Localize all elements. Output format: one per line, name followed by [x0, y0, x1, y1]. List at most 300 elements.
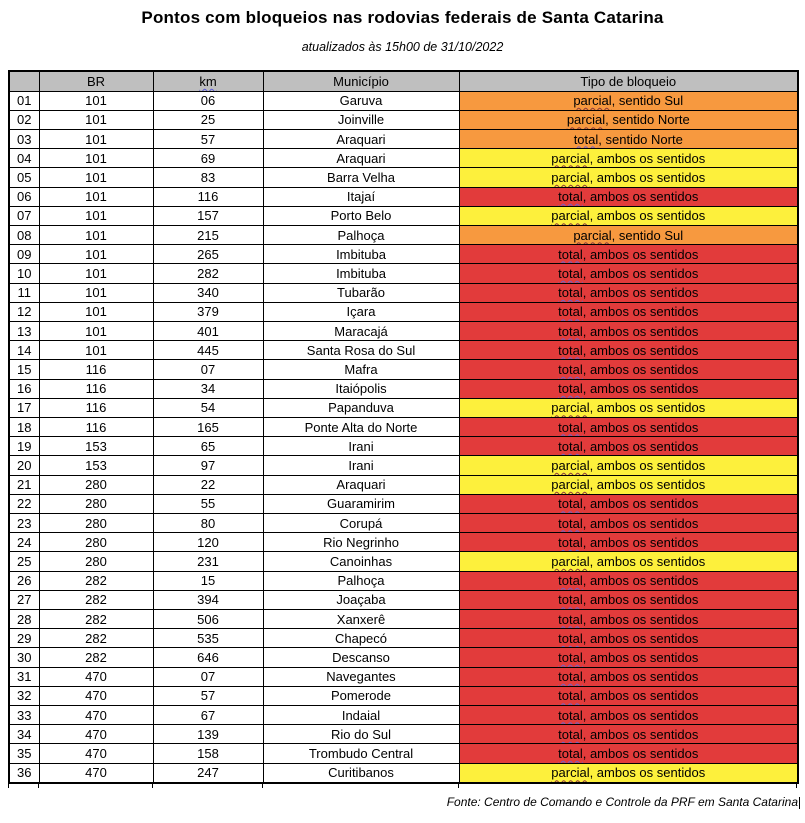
br-value: 101: [39, 302, 153, 321]
municipio-value: Rio Negrinho: [263, 533, 459, 552]
municipio-value: Santa Rosa do Sul: [263, 341, 459, 360]
table-row: [9, 245, 798, 264]
km-value: 158: [153, 744, 263, 763]
km-value: 120: [153, 533, 263, 552]
blockade-type-cell: [459, 725, 798, 744]
km-value: 07: [153, 360, 263, 379]
blockade-rest: , ambos os sentidos: [589, 400, 706, 416]
municipio-value: Ponte Alta do Norte: [263, 417, 459, 436]
blockade-word: total: [558, 438, 583, 454]
km-value: 340: [153, 283, 263, 302]
blockade-rest: , ambos os sentidos: [582, 707, 699, 723]
km-value: 54: [153, 398, 263, 417]
row-number: 12: [9, 302, 39, 321]
municipio-value: Palhoça: [263, 225, 459, 244]
table-row: [9, 513, 798, 532]
row-number: 15: [9, 360, 39, 379]
row-number: 07: [9, 206, 39, 225]
br-value: 470: [39, 744, 153, 763]
blockade-rest: , ambos os sentidos: [582, 438, 699, 454]
blockade-word: total: [558, 669, 583, 685]
table-row: [9, 629, 798, 648]
table-row: [9, 264, 798, 283]
blockade-type-cell: [459, 245, 798, 264]
blockade-rest: , ambos os sentidos: [582, 746, 699, 761]
municipio-value: Chapecó: [263, 629, 459, 648]
br-value: 116: [39, 398, 153, 417]
br-value: 470: [39, 667, 153, 686]
row-number: 31: [9, 667, 39, 686]
blockade-rest: , ambos os sentidos: [582, 534, 699, 550]
municipio-value: Irani: [263, 437, 459, 456]
blockade-type-cell: [459, 110, 798, 129]
grid-stub: [38, 784, 39, 788]
municipio-value: Xanxerê: [263, 609, 459, 628]
blockade-type-cell: [459, 168, 798, 187]
table-body: [9, 91, 798, 783]
blockade-word: parcial: [551, 477, 590, 493]
table-row: [9, 686, 798, 705]
blockade-word: total: [558, 630, 583, 646]
table-row: [9, 417, 798, 436]
km-value: 646: [153, 648, 263, 667]
br-value: 101: [39, 168, 153, 187]
table-row: [9, 283, 798, 302]
blockade-type-cell: [459, 398, 798, 417]
header-cell-br: BR: [39, 71, 153, 91]
row-number: 13: [9, 321, 39, 340]
blockade-type-cell: [459, 667, 798, 686]
blockade-rest: , ambos os sentidos: [582, 669, 699, 685]
table-row: [9, 456, 798, 475]
br-value: 470: [39, 706, 153, 725]
br-value: 282: [39, 571, 153, 590]
blockade-type-cell: [459, 648, 798, 667]
br-value: 101: [39, 225, 153, 244]
table-row: [9, 494, 798, 513]
km-value: 265: [153, 245, 263, 264]
grid-stub: [796, 784, 797, 788]
blockade-rest: , ambos os sentidos: [582, 515, 699, 531]
municipio-value: Pomerode: [263, 686, 459, 705]
km-value: 247: [153, 763, 263, 783]
blockade-type-cell: [459, 437, 798, 456]
blockade-type-cell: [459, 571, 798, 590]
blockade-type-cell: [459, 629, 798, 648]
km-value: 57: [153, 129, 263, 148]
blockade-word: total: [558, 611, 583, 627]
table-row: [9, 91, 798, 110]
municipio-value: Maracajá: [263, 321, 459, 340]
blockade-rest: , ambos os sentidos: [582, 265, 699, 281]
blockade-word: parcial: [551, 169, 590, 185]
br-value: 470: [39, 763, 153, 783]
blockade-type-cell: [459, 360, 798, 379]
table-row: [9, 744, 798, 763]
municipio-value: Araquari: [263, 149, 459, 168]
grid-stub: [262, 784, 263, 788]
km-value: 06: [153, 91, 263, 110]
br-value: 101: [39, 149, 153, 168]
km-value: 139: [153, 725, 263, 744]
table-row: [9, 341, 798, 360]
br-value: 470: [39, 725, 153, 744]
table-row: [9, 706, 798, 725]
br-value: 101: [39, 245, 153, 264]
br-value: 101: [39, 321, 153, 340]
blockade-type-cell: [459, 341, 798, 360]
km-value: 97: [153, 456, 263, 475]
blockade-type-cell: [459, 609, 798, 628]
blockade-type-cell: [459, 456, 798, 475]
km-value: 215: [153, 225, 263, 244]
grid-stub: [8, 784, 9, 788]
blockade-type-cell: [459, 225, 798, 244]
grid-stub: [458, 784, 459, 788]
blockade-type-cell: [459, 590, 798, 609]
blockade-rest: , sentido Norte: [598, 131, 683, 147]
municipio-value: Içara: [263, 302, 459, 321]
km-value: 57: [153, 686, 263, 705]
row-number: 25: [9, 552, 39, 571]
br-value: 101: [39, 187, 153, 206]
table-row: [9, 667, 798, 686]
br-value: 101: [39, 110, 153, 129]
header-cell-index: [9, 71, 39, 91]
km-value: 445: [153, 341, 263, 360]
km-value: 80: [153, 513, 263, 532]
row-number: 33: [9, 706, 39, 725]
row-number: 14: [9, 341, 39, 360]
blockade-word: parcial: [551, 400, 590, 416]
municipio-value: Itajaí: [263, 187, 459, 206]
municipio-value: Imbituba: [263, 264, 459, 283]
blockade-type-cell: [459, 513, 798, 532]
blockade-rest: , ambos os sentidos: [582, 688, 699, 704]
br-value: 101: [39, 91, 153, 110]
municipio-value: Imbituba: [263, 245, 459, 264]
municipio-value: Palhoça: [263, 571, 459, 590]
km-value: 83: [153, 168, 263, 187]
municipio-value: Joaçaba: [263, 590, 459, 609]
row-number: 20: [9, 456, 39, 475]
blockade-type-cell: [459, 706, 798, 725]
blockade-word: parcial: [551, 150, 590, 166]
table-row: [9, 398, 798, 417]
table-container: [8, 70, 799, 784]
source-note: [447, 795, 800, 809]
row-number: 06: [9, 187, 39, 206]
blockade-word: parcial: [566, 112, 606, 128]
blockade-rest: , ambos os sentidos: [582, 361, 699, 377]
grid-stubs: [8, 784, 797, 789]
br-value: 101: [39, 283, 153, 302]
row-number: 29: [9, 629, 39, 648]
km-value: 535: [153, 629, 263, 648]
table-row: [9, 437, 798, 456]
table-row: [9, 360, 798, 379]
blockade-word: parcial: [573, 227, 612, 243]
blockade-rest: , ambos os sentidos: [582, 592, 699, 608]
row-number: 35: [9, 744, 39, 763]
br-value: 280: [39, 475, 153, 494]
blockade-rest: , ambos os sentidos: [582, 304, 699, 320]
blockade-word: total: [558, 323, 583, 339]
table-row: [9, 168, 798, 187]
km-value: 506: [153, 609, 263, 628]
row-number: 11: [9, 283, 39, 302]
table-row: [9, 571, 798, 590]
br-value: 153: [39, 456, 153, 475]
km-value: 55: [153, 494, 263, 513]
municipio-value: Joinville: [263, 110, 459, 129]
blockade-type-cell: [459, 264, 798, 283]
municipio-value: Barra Velha: [263, 168, 459, 187]
blockade-word: parcial: [551, 208, 590, 224]
table-row: [9, 206, 798, 225]
km-value: 116: [153, 187, 263, 206]
row-number: 27: [9, 590, 39, 609]
table-row: [9, 321, 798, 340]
br-value: 101: [39, 206, 153, 225]
table-row: [9, 609, 798, 628]
header-row: [9, 71, 798, 91]
row-number: 18: [9, 417, 39, 436]
blockade-word: total: [558, 534, 583, 550]
blockade-type-cell: [459, 302, 798, 321]
row-number: 24: [9, 533, 39, 552]
br-value: 116: [39, 379, 153, 398]
br-value: 280: [39, 513, 153, 532]
blockade-rest: , ambos os sentidos: [582, 323, 699, 339]
row-number: 04: [9, 149, 39, 168]
blockade-rest: , ambos os sentidos: [589, 457, 706, 473]
blockade-rest: , ambos os sentidos: [589, 208, 706, 224]
table-row: [9, 129, 798, 148]
page-subtitle: atualizados às 15h00 de 31/10/2022: [301, 40, 504, 54]
text-cursor: [799, 797, 800, 809]
blockade-word: parcial: [551, 457, 590, 473]
municipio-value: Rio do Sul: [263, 725, 459, 744]
row-number: 10: [9, 264, 39, 283]
header-cell-km: [153, 71, 263, 91]
br-value: 282: [39, 648, 153, 667]
blockade-rest: , ambos os sentidos: [589, 477, 706, 493]
blockade-word: total: [558, 189, 583, 205]
br-value: 153: [39, 437, 153, 456]
municipio-value: Guaramirim: [263, 494, 459, 513]
blockade-type-cell: [459, 129, 798, 148]
blockade-rest: , ambos os sentidos: [582, 419, 699, 435]
blockade-word: total: [558, 707, 583, 723]
municipio-value: Araquari: [263, 129, 459, 148]
table-row: [9, 149, 798, 168]
blockades-table: [8, 70, 799, 784]
blockade-type-cell: [459, 379, 798, 398]
blockade-word: total: [558, 285, 583, 301]
blockade-word: total: [558, 746, 583, 761]
br-value: 101: [39, 264, 153, 283]
km-value: 15: [153, 571, 263, 590]
blockade-rest: , ambos os sentidos: [582, 630, 699, 646]
blockade-type-cell: [459, 187, 798, 206]
row-number: 30: [9, 648, 39, 667]
blockade-word: total: [558, 496, 583, 512]
km-value: 25: [153, 110, 263, 129]
row-number: 09: [9, 245, 39, 264]
row-number: 17: [9, 398, 39, 417]
municipio-value: Navegantes: [263, 667, 459, 686]
table-row: [9, 302, 798, 321]
grid-stub: [152, 784, 153, 788]
municipio-value: Trombudo Central: [263, 744, 459, 763]
table-row: [9, 590, 798, 609]
blockade-rest: , ambos os sentidos: [589, 553, 706, 569]
blockade-word: total: [558, 246, 583, 262]
municipio-value: Indaial: [263, 706, 459, 725]
row-number: 03: [9, 129, 39, 148]
br-value: 280: [39, 552, 153, 571]
blockade-rest: , ambos os sentidos: [582, 189, 699, 205]
blockade-word: total: [573, 131, 599, 147]
blockade-type-cell: [459, 91, 798, 110]
municipio-value: Irani: [263, 456, 459, 475]
blockade-word: total: [558, 419, 583, 435]
br-value: 282: [39, 609, 153, 628]
blockade-rest: , ambos os sentidos: [582, 726, 699, 742]
blockade-type-cell: [459, 475, 798, 494]
km-value: 401: [153, 321, 263, 340]
km-value: 69: [153, 149, 263, 168]
blockade-word: total: [558, 649, 583, 665]
blockade-type-cell: [459, 206, 798, 225]
blockade-type-cell: [459, 417, 798, 436]
blockade-rest: , ambos os sentidos: [582, 381, 699, 397]
municipio-value: Canoinhas: [263, 552, 459, 571]
km-value: 231: [153, 552, 263, 571]
municipio-value: Tubarão: [263, 283, 459, 302]
header-cell-municipio: Município: [263, 71, 459, 91]
header-cell-tipo: Tipo de bloqueio: [459, 71, 798, 91]
br-value: 470: [39, 686, 153, 705]
municipio-value: Porto Belo: [263, 206, 459, 225]
row-number: 32: [9, 686, 39, 705]
row-number: 21: [9, 475, 39, 494]
blockade-rest: , sentido Norte: [605, 112, 690, 128]
row-number: 28: [9, 609, 39, 628]
municipio-value: Corupá: [263, 513, 459, 532]
blockade-rest: , ambos os sentidos: [582, 285, 699, 301]
table-row: [9, 763, 798, 783]
blockade-type-cell: [459, 686, 798, 705]
row-number: 23: [9, 513, 39, 532]
blockade-rest: , ambos os sentidos: [582, 496, 699, 512]
table-row: [9, 379, 798, 398]
table-row: [9, 475, 798, 494]
header-km-label: km: [199, 73, 217, 89]
km-value: 67: [153, 706, 263, 725]
blockade-word: total: [558, 515, 583, 531]
km-value: 34: [153, 379, 263, 398]
blockade-word: total: [558, 726, 583, 742]
row-number: 19: [9, 437, 39, 456]
row-number: 34: [9, 725, 39, 744]
blockade-word: total: [558, 304, 583, 320]
km-value: 165: [153, 417, 263, 436]
blockade-type-cell: [459, 552, 798, 571]
km-value: 379: [153, 302, 263, 321]
table-row: [9, 648, 798, 667]
blockade-word: total: [558, 265, 583, 281]
blockade-rest: , ambos os sentidos: [582, 649, 699, 665]
row-number: 02: [9, 110, 39, 129]
table-row: [9, 187, 798, 206]
row-number: 05: [9, 168, 39, 187]
km-value: 65: [153, 437, 263, 456]
br-value: 101: [39, 129, 153, 148]
row-number: 22: [9, 494, 39, 513]
blockade-word: total: [558, 342, 583, 358]
municipio-value: Araquari: [263, 475, 459, 494]
municipio-value: Mafra: [263, 360, 459, 379]
page-title: Pontos com bloqueios nas rodovias federais de Santa Catarina: [141, 8, 664, 27]
blockade-rest: , ambos os sentidos: [582, 342, 699, 358]
blockade-rest: , sentido Sul: [611, 227, 684, 243]
blockade-word: total: [558, 361, 583, 377]
blockade-rest: , ambos os sentidos: [589, 150, 706, 166]
municipio-value: Papanduva: [263, 398, 459, 417]
table-row: [9, 725, 798, 744]
blockade-word: parcial: [551, 553, 590, 569]
municipio-value: Itaiópolis: [263, 379, 459, 398]
km-value: 07: [153, 667, 263, 686]
blockade-rest: , ambos os sentidos: [582, 573, 699, 589]
km-value: 22: [153, 475, 263, 494]
blockade-type-cell: [459, 283, 798, 302]
br-value: 101: [39, 341, 153, 360]
table-row: [9, 110, 798, 129]
table-row: [9, 533, 798, 552]
blockade-type-cell: [459, 149, 798, 168]
municipio-value: Garuva: [263, 91, 459, 110]
km-value: 394: [153, 590, 263, 609]
br-value: 280: [39, 533, 153, 552]
row-number: 08: [9, 225, 39, 244]
blockade-rest: , ambos os sentidos: [582, 611, 699, 627]
br-value: 282: [39, 629, 153, 648]
blockade-rest: , ambos os sentidos: [589, 765, 706, 781]
km-value: 282: [153, 264, 263, 283]
row-number: 36: [9, 763, 39, 783]
blockade-word: total: [558, 573, 583, 589]
source-note-text: Fonte: Centro de Comando e Controle da PRF em Santa Catarina: [446, 795, 798, 809]
blockade-rest: , ambos os sentidos: [589, 169, 706, 185]
br-value: 116: [39, 360, 153, 379]
blockade-rest: , ambos os sentidos: [582, 246, 699, 262]
table-row: [9, 552, 798, 571]
row-number: 26: [9, 571, 39, 590]
km-value: 157: [153, 206, 263, 225]
row-number: 01: [9, 91, 39, 110]
br-value: 280: [39, 494, 153, 513]
blockade-type-cell: [459, 744, 798, 763]
municipio-value: Curitibanos: [263, 763, 459, 783]
blockade-word: total: [558, 592, 583, 608]
blockade-type-cell: [459, 494, 798, 513]
row-number: 16: [9, 379, 39, 398]
blockade-word: total: [558, 688, 583, 704]
br-value: 282: [39, 590, 153, 609]
